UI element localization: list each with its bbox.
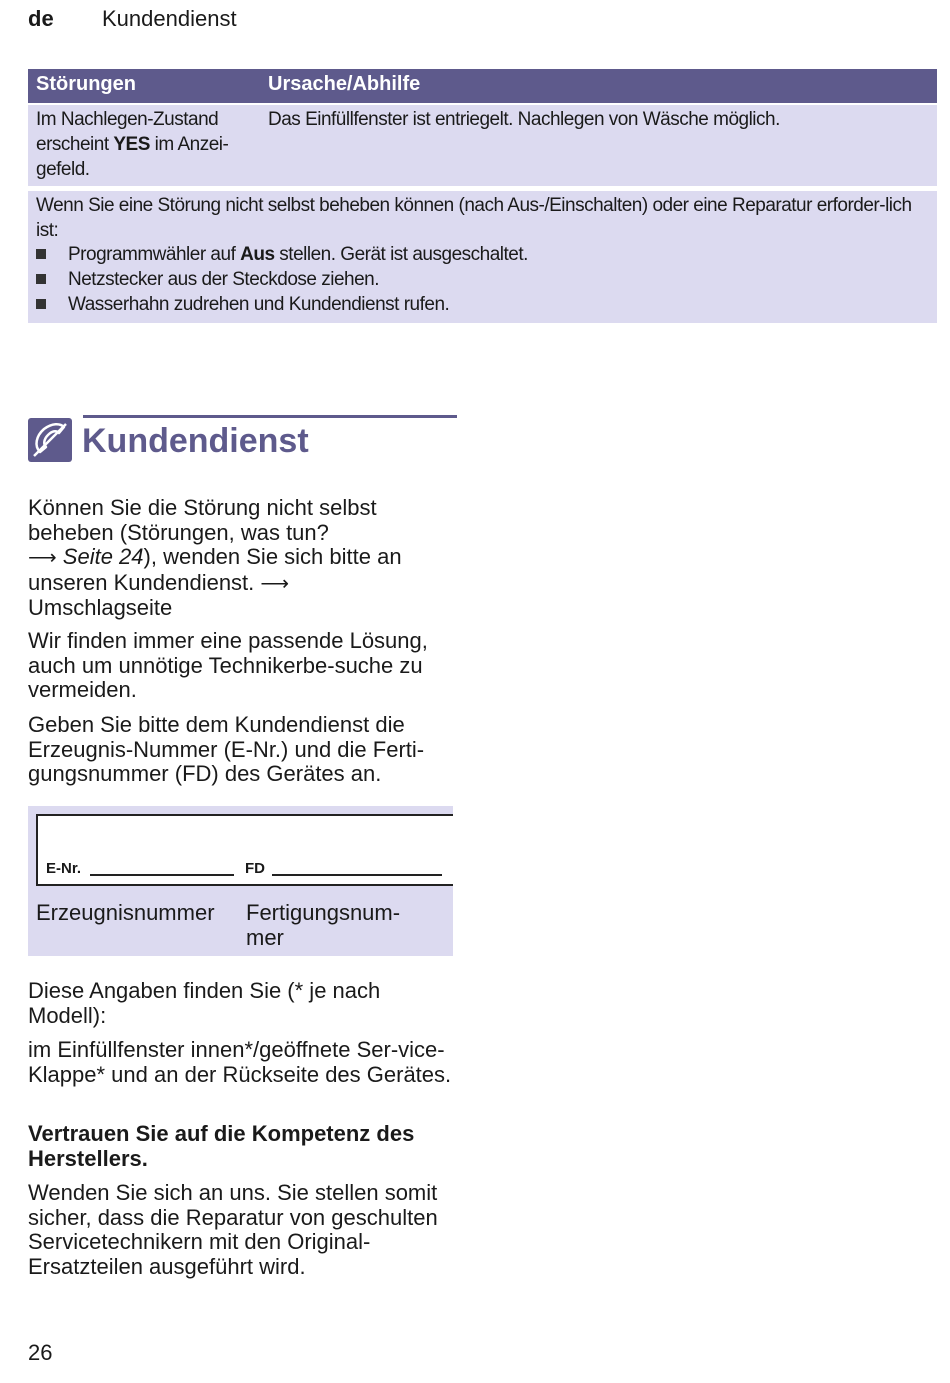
notice-bullet-1: Programmwähler auf Aus stellen. Gerät ist ausgeschaltet. [36, 242, 528, 267]
bullet-square-icon [36, 249, 46, 259]
fd-caption: Fertigungsnum-mer [246, 900, 401, 950]
running-header-title: Kundendienst [102, 6, 237, 31]
language-code: de [28, 6, 54, 31]
notice-intro: Wenn Sie eine Störung nicht selbst beheben können (nach Aus-/Einschalten) oder eine Reparatur erforder-lich ist: [36, 195, 912, 241]
phone-icon [28, 418, 72, 462]
rating-plate [36, 814, 453, 886]
bullet-square-icon [36, 274, 46, 284]
bullet-square-icon [36, 299, 46, 309]
page-reference-link[interactable]: Seite 24 [62, 544, 144, 569]
paragraph-2: Wir finden immer eine passende Lösung, auch um unnötige Technikerbe-suche zu vermeiden. [28, 628, 428, 702]
paragraph-6-bold: Vertrauen Sie auf die Kompetenz des Herstellers. [28, 1121, 415, 1171]
col-header-faults: Störungen [36, 73, 136, 95]
enr-caption: Erzeugnisnummer [36, 900, 215, 925]
paragraph-1: Können Sie die Störung nicht selbst beheben (Störungen, was tun? ⟶ Seite 24), wenden Sie sich bitte an unseren Kundendienst. ⟶ Umschlagseite [28, 495, 402, 620]
table-row [28, 105, 937, 186]
rating-plate-form [28, 806, 453, 956]
paragraph-3: Geben Sie bitte dem Kundendienst die Erzeugnis-Nummer (E-Nr.) und die Ferti-gungsnummer (FD) des Gerätes an. [28, 712, 425, 786]
paragraph-4: Diese Angaben finden Sie (* je nach Modell): [28, 978, 381, 1028]
page-number: 26 [28, 1340, 53, 1365]
section-title: Kundendienst [82, 422, 309, 460]
fd-line [272, 874, 442, 876]
repair-notice [28, 191, 937, 323]
fault-cell: Im Nachlegen-Zustand erscheint YES im Anzei-gefeld. [36, 109, 229, 180]
paragraph-5: im Einfüllfenster innen*/geöffnete Ser-vice-Klappe* und an der Rückseite des Gerätes. [28, 1037, 452, 1087]
fd-label: FD [245, 860, 265, 877]
table-header [28, 69, 937, 103]
enr-line [90, 874, 234, 876]
paragraph-7: Wenden Sie sich an uns. Sie stellen somit sicher, dass die Reparatur von geschulten Servicetechnikern mit den Original-Ersatzteilen ausgeführt wird. [28, 1180, 438, 1279]
notice-bullet-3: Wasserhahn zudrehen und Kundendienst rufen. [36, 292, 449, 317]
remedy-cell: Das Einfüllfenster ist entriegelt. Nachlegen von Wäsche möglich. [268, 109, 780, 130]
notice-bullet-2: Netzstecker aus der Steckdose ziehen. [36, 267, 379, 292]
col-header-remedy: Ursache/Abhilfe [268, 73, 421, 95]
section-rule [83, 415, 457, 418]
enr-label: E-Nr. [46, 860, 82, 877]
